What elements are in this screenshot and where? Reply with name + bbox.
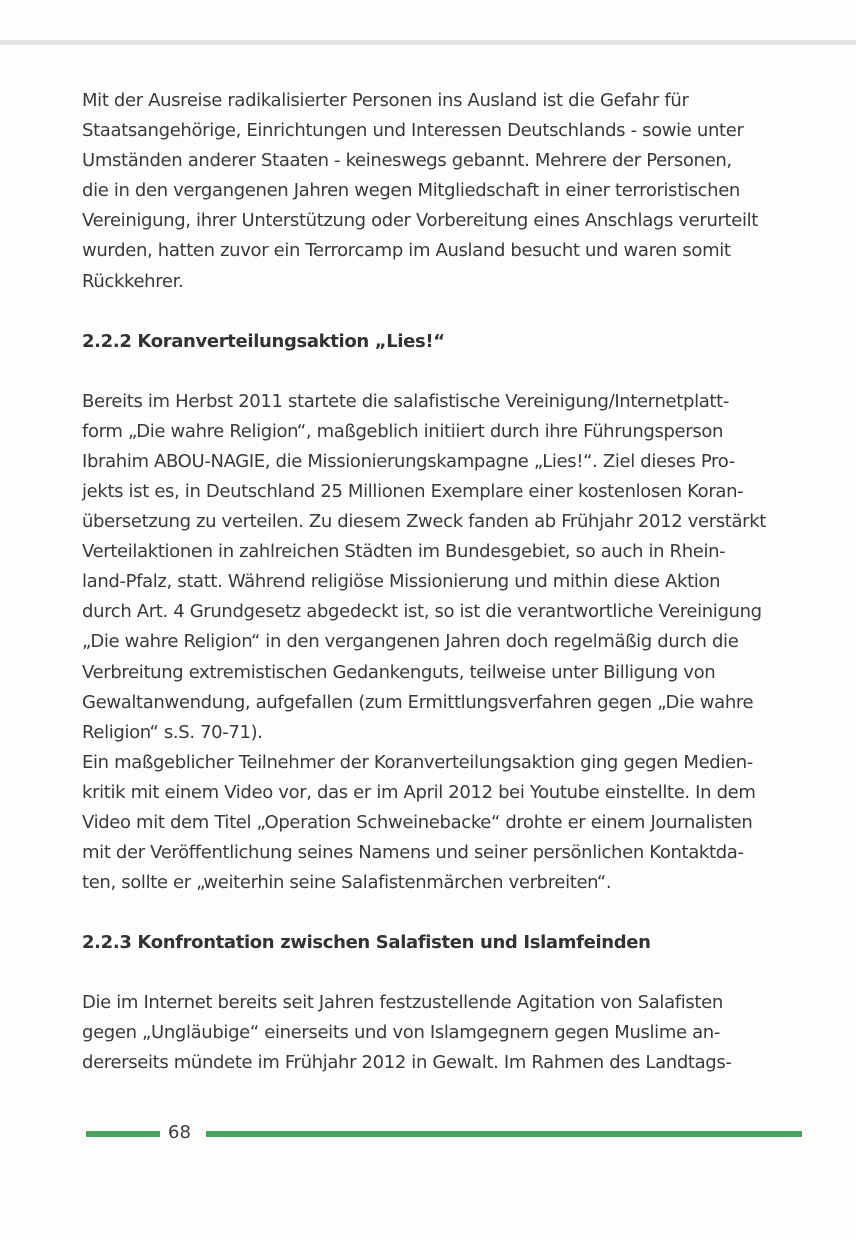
section-heading-222: 2.2.2 Koranverteilungsaktion „Lies!“ <box>82 330 445 352</box>
text-line: Verbreitung extremistischen Gedankenguts, teilweise unter Billigung von <box>82 661 716 683</box>
text-line: Vereinigung, ihrer Unterstützung oder Vorbereitung eines Anschlags verurteilt <box>82 210 758 232</box>
text-line: Gewaltanwendung, aufgefallen (zum Ermittlungsverfahren gegen „Die wahre <box>82 691 754 713</box>
spacer <box>82 297 802 327</box>
text-line: jekts ist es, in Deutschland 25 Millionen Exemplare einer kostenlosen Koran- <box>82 480 744 502</box>
text-line: Ein maßgeblicher Teilnehmer der Koranverteilungsaktion ging gegen Medien- <box>82 751 753 773</box>
text-line: Religion“ s.S. 70-71). <box>82 721 263 743</box>
text-line: kritik mit einem Video vor, das er im April 2012 bei Youtube einstellte. In dem <box>82 781 756 803</box>
text-line: land-Pfalz, statt. Während religiöse Missionierung und mithin diese Aktion <box>82 571 721 593</box>
text-line: gegen „Ungläubige“ einerseits und von Islamgegnern gegen Muslime an- <box>82 1022 720 1044</box>
text-line: Die im Internet bereits seit Jahren festzustellende Agitation von Salafisten <box>82 992 723 1014</box>
footer-rule-left <box>86 1131 160 1137</box>
section-heading-223: 2.2.3 Konfrontation zwischen Salafisten und Islamfeinden <box>82 932 651 954</box>
text-line: Bereits im Herbst 2011 startete die salafistische Vereinigung/Internetplatt- <box>82 390 729 412</box>
text-line: übersetzung zu verteilen. Zu diesem Zweck fanden ab Frühjahr 2012 verstärkt <box>82 511 766 533</box>
spacer <box>82 898 802 928</box>
text-line: ten, sollte er „weiterhin seine Salafistenmärchen verbreiten“. <box>82 872 612 894</box>
text-line: Ibrahim ABOU-NAGIE, die Missionierungskampagne „Lies!“. Ziel dieses Pro- <box>82 450 735 472</box>
page-number: 68 <box>168 1122 191 1143</box>
footer-rule-right <box>206 1131 802 1137</box>
text-line: Mit der Ausreise radikalisierter Personen ins Ausland ist die Gefahr für <box>82 90 689 111</box>
spacer <box>82 958 802 988</box>
text-line: Verteilaktionen in zahlreichen Städten im Bundesgebiet, so auch in Rhein- <box>82 541 726 563</box>
top-rule <box>0 40 856 45</box>
text-line: Staatsangehörige, Einrichtungen und Interessen Deutschlands - sowie unter <box>82 120 744 142</box>
text-line: form „Die wahre Religion“, maßgeblich initiiert durch ihre Führungsperson <box>82 420 724 442</box>
section-222-body <box>82 387 802 899</box>
text-line: die in den vergangenen Jahren wegen Mitgliedschaft in einer terroristischen <box>82 180 740 202</box>
text-line: Video mit dem Titel „Operation Schweinebacke“ drohte er einem Journalisten <box>82 811 753 833</box>
text-line: mit der Veröffentlichung seines Namens und seiner persönlichen Kontaktda- <box>82 842 744 864</box>
text-line: Rückkehrer. <box>82 270 184 292</box>
section-223-body <box>82 988 802 1078</box>
text-line: wurden, hatten zuvor ein Terrorcamp im Ausland besucht und waren somit <box>82 240 731 262</box>
document-body <box>82 86 802 1079</box>
text-line: dererseits mündete im Frühjahr 2012 in Gewalt. Im Rahmen des Landtags- <box>82 1052 732 1074</box>
paragraph-intro <box>82 86 802 297</box>
text-line: durch Art. 4 Grundgesetz abgedeckt ist, so ist die verantwortliche Vereinigung <box>82 601 762 623</box>
spacer <box>82 357 802 387</box>
text-line: „Die wahre Religion“ in den vergangenen Jahren doch regelmäßig durch die <box>82 631 739 653</box>
text-line: Umständen anderer Staaten - keineswegs gebannt. Mehrere der Personen, <box>82 150 732 172</box>
